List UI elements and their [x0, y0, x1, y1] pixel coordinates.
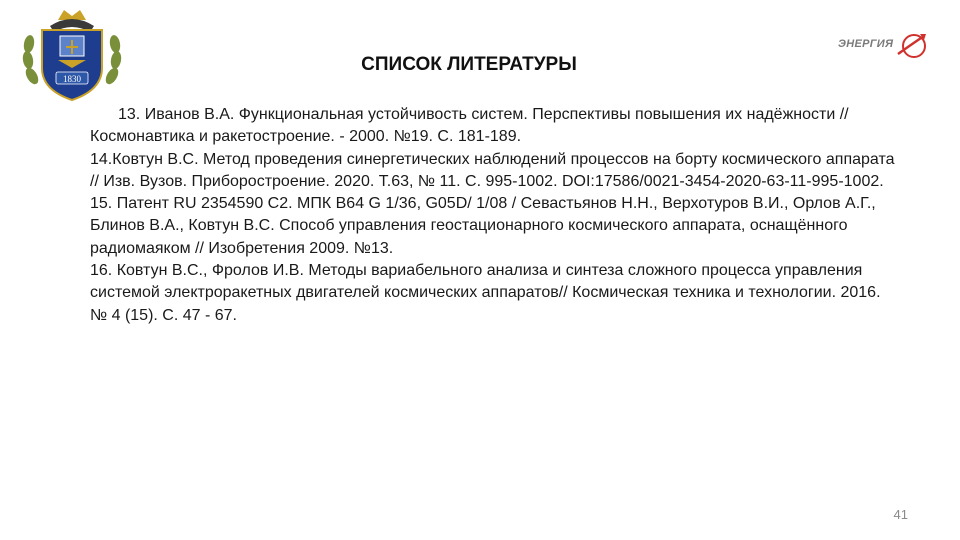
reference-item: 15. Патент RU 2354590 C2. МПК B64 G 1/36, G05D/ 1/08 / Севастьянов Н.Н., Верхотуров В.И., Орлов А.Г., Блинов В.А., Ковтун В.С. Способ управления геостационарного космического аппарата, оснащённого радиомаяком // Изобретения 2009. №13. [90, 195, 876, 257]
eagle-crown-icon [50, 10, 94, 32]
reference-item: 14.Ковтун В.С. Метод проведения синергетических наблюдений процессов на борту космического аппарата // Изв. Вузов. Приборостроение. 2020. Т.63, № 11. С. 995-1002. DOI:17586/0021-3454-2020-63-11-995-1002. [90, 150, 895, 190]
page-number: 41 [893, 507, 908, 522]
energia-brand-text: ЭНЕРГИЯ [838, 38, 894, 50]
crest-year: 1830 [63, 74, 81, 84]
page-title: СПИСОК ЛИТЕРАТУРЫ [361, 54, 577, 75]
reference-list [90, 104, 900, 327]
reference-item: 16. Ковтун В.С., Фролов И.В. Методы вариабельного анализа и синтеза сложного процесса управления системой электроракетных двигателей космических аппаратов// Космическая техника и технологии. 2016. № 4 (15). С. 47 - 67. [90, 262, 881, 324]
reference-item: 13. Иванов В.А. Функциональная устойчивость систем. Перспективы повышения их надёжности // Космонавтика и ракетостроение. - 2000. №19. С. 181-189. [90, 106, 849, 146]
